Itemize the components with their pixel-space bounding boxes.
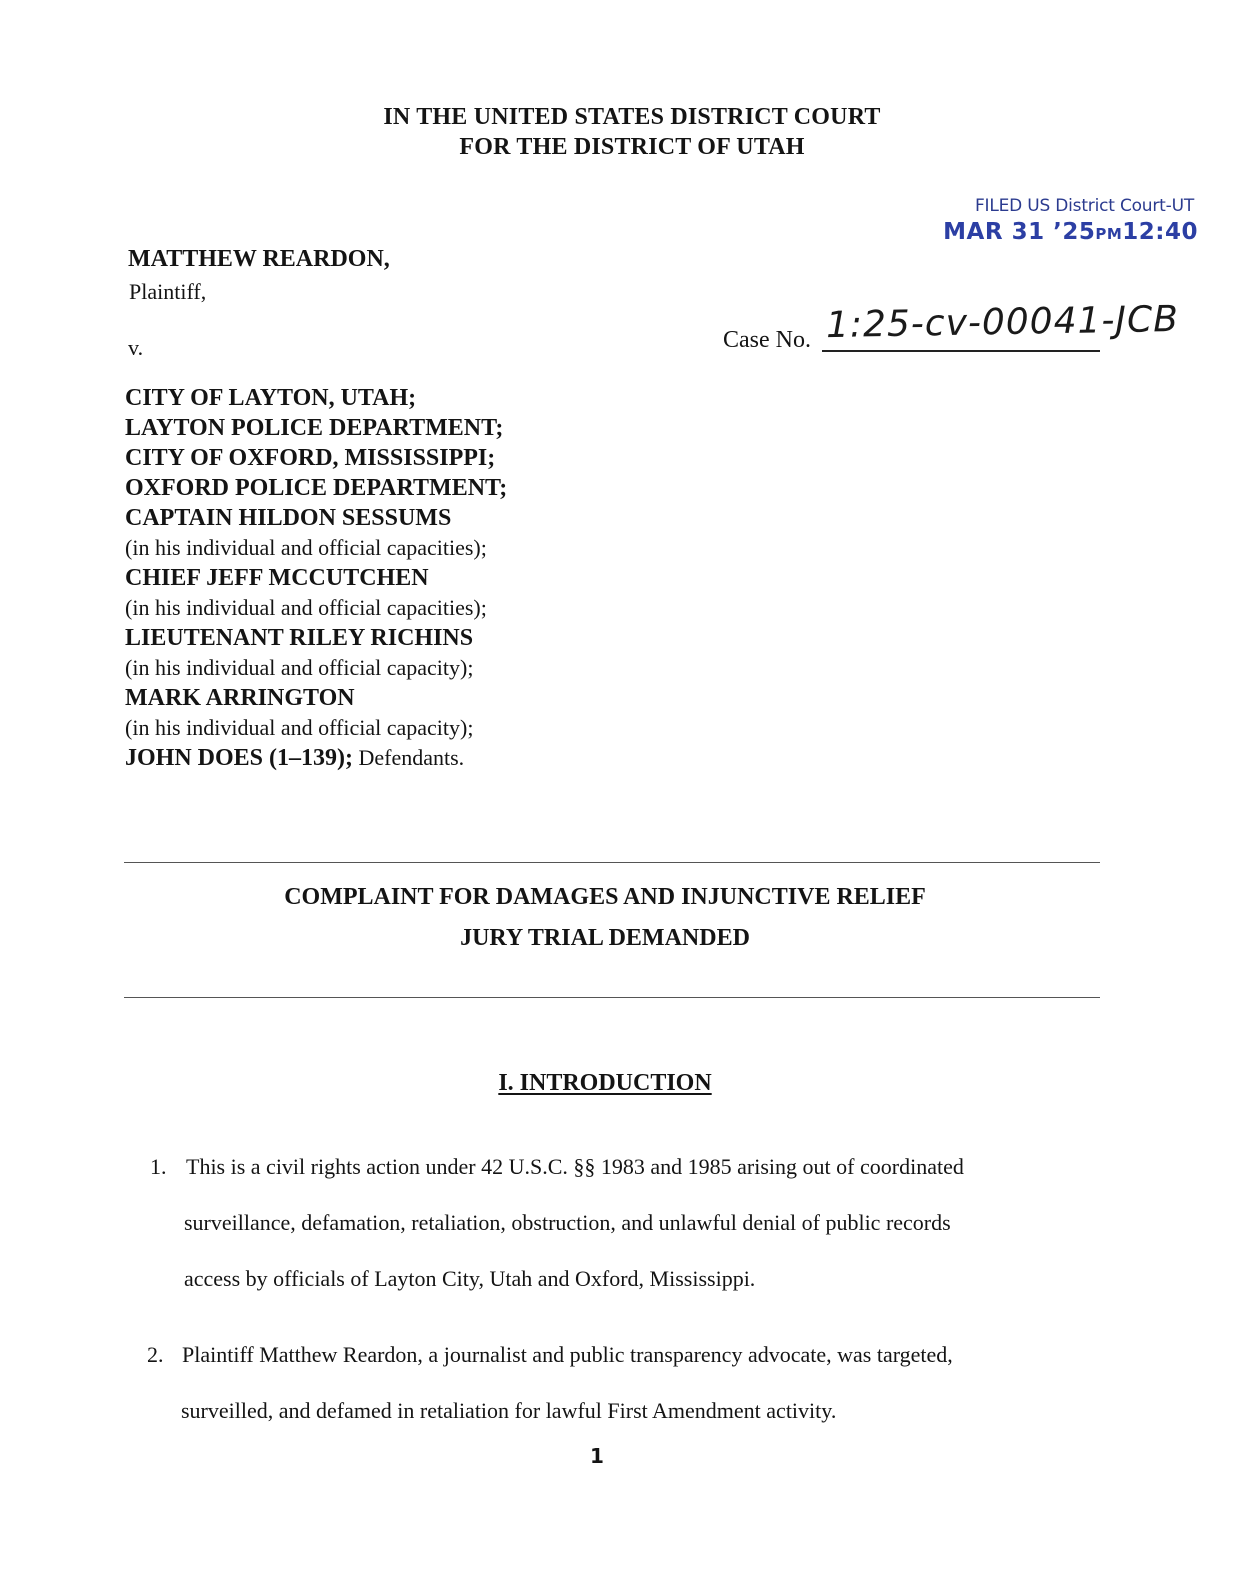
- paragraph-number: 1.: [150, 1154, 167, 1179]
- page-number: 1: [590, 1444, 604, 1468]
- complaint-title: COMPLAINT FOR DAMAGES AND INJUNCTIVE RELIEF: [284, 884, 926, 910]
- paragraph-number: 2.: [147, 1342, 164, 1367]
- defendant-line-last: [125, 743, 685, 773]
- defendants-block: [125, 383, 685, 773]
- case-number-label: Case No.: [723, 327, 811, 353]
- defendant-line: LIEUTENANT RILEY RICHINS: [125, 625, 474, 651]
- filed-stamp-label: FILED US District Court-UT: [974, 196, 1194, 216]
- defendant-line: LAYTON POLICE DEPARTMENT;: [125, 415, 504, 441]
- stamp-time: 12:40: [1122, 219, 1198, 245]
- defendant-line: OXFORD POLICE DEPARTMENT;: [125, 475, 508, 501]
- court-district: FOR THE DISTRICT OF UTAH: [459, 134, 805, 160]
- defendant-line: MARK ARRINGTON: [125, 685, 355, 711]
- john-does: JOHN DOES (1–139);: [125, 745, 353, 771]
- plaintiff-name: MATTHEW REARDON,: [128, 246, 390, 272]
- section-heading: I. INTRODUCTION: [498, 1070, 712, 1096]
- defendants-label: Defendants.: [353, 745, 465, 770]
- defendant-capacity: (in his individual and official capacity);: [125, 655, 474, 680]
- stamp-meridiem: PM: [1095, 225, 1123, 243]
- defendant-line: CHIEF JEFF MCCUTCHEN: [125, 565, 429, 591]
- defendant-capacity: (in his individual and official capacities);: [125, 535, 487, 560]
- versus: v.: [128, 335, 144, 360]
- paragraph-line: surveilled, and defamed in retaliation for lawful First Amendment activity.: [181, 1398, 837, 1423]
- defendant-line: CITY OF LAYTON, UTAH;: [125, 385, 417, 411]
- case-number-underline: [822, 350, 1100, 352]
- paragraph-line: This is a civil rights action under 42 U.S.C. §§ 1983 and 1985 arising out of coordinated: [186, 1154, 964, 1179]
- paragraph-line: access by officials of Layton City, Utah and Oxford, Mississippi.: [184, 1266, 756, 1291]
- defendant-line: CITY OF OXFORD, MISSISSIPPI;: [125, 445, 496, 471]
- court-name: IN THE UNITED STATES DISTRICT COURT: [383, 104, 881, 130]
- divider-top: [124, 862, 1100, 863]
- plaintiff-role: Plaintiff,: [129, 279, 207, 304]
- stamp-month-day: MAR 31: [943, 219, 1045, 245]
- divider-bottom: [124, 997, 1100, 998]
- defendant-capacity: (in his individual and official capacity);: [125, 715, 474, 740]
- paragraph-line: surveillance, defamation, retaliation, obstruction, and unlawful denial of public records: [184, 1210, 951, 1235]
- filed-stamp-date: [943, 219, 1198, 245]
- stamp-year: ’25: [1053, 219, 1096, 245]
- jury-demand: JURY TRIAL DEMANDED: [460, 925, 750, 951]
- defendant-capacity: (in his individual and official capacities);: [125, 595, 487, 620]
- defendant-line: CAPTAIN HILDON SESSUMS: [125, 505, 452, 531]
- case-number-handwritten: 1:25-cv-00041-JCB: [825, 298, 1180, 347]
- paragraph-line: Plaintiff Matthew Reardon, a journalist and public transparency advocate, was targeted,: [182, 1342, 953, 1367]
